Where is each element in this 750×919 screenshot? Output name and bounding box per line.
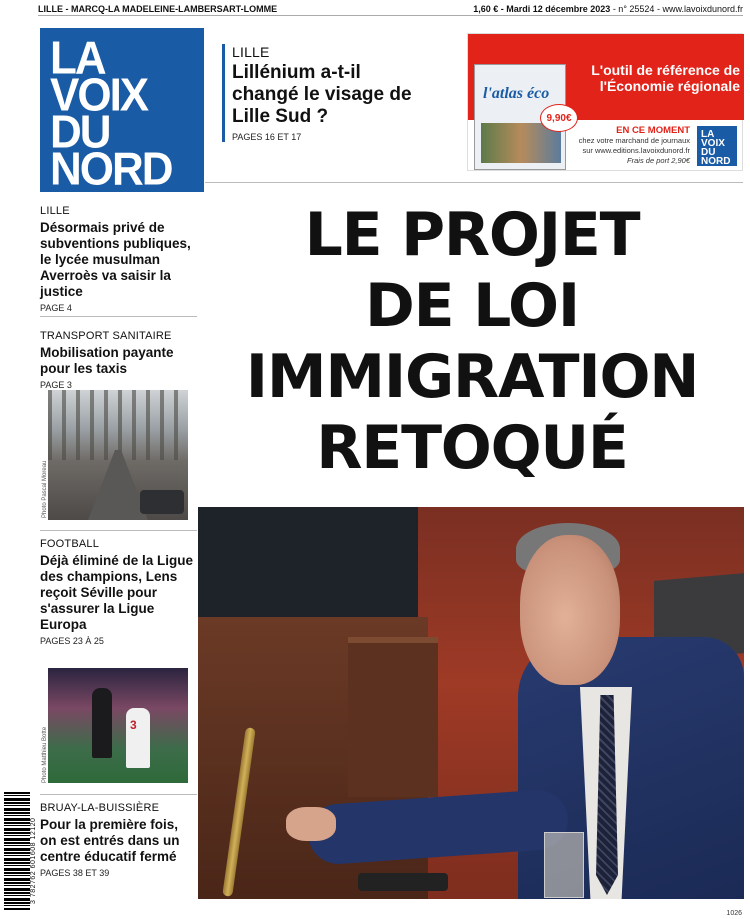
side-article-kicker: TRANSPORT SANITAIRE — [40, 330, 172, 342]
headline-line-1: LE PROJET — [304, 200, 640, 270]
header-divider — [205, 182, 743, 183]
side-article-kicker: FOOTBALL — [40, 538, 100, 550]
side-article-pages: PAGE 3 — [40, 380, 72, 390]
side-article-kicker: BRUAY-LA-BUISSIÈRE — [40, 802, 160, 814]
player-white — [126, 708, 150, 768]
issue-number: - n° 25524 - — [610, 3, 663, 14]
side-article-pages: PAGES 23 À 25 — [40, 636, 104, 646]
road — [88, 450, 148, 520]
newspaper-logo[interactable] — [40, 28, 204, 196]
headline-line-3: IMMIGRATION — [245, 342, 699, 412]
ad-headline: L'outil de référence de l'Économie régionale — [591, 62, 740, 94]
side-article-3[interactable] — [40, 538, 197, 646]
side-article-title: Déjà éliminé de la Ligue des champions, Lens reçoit Séville pour s'assurer la Ligue Europa — [40, 553, 194, 632]
side-article-title: Mobilisation payante pour les taxis — [40, 345, 174, 376]
side-article-pages: PAGE 4 — [40, 303, 72, 313]
logo-line-2: VOIX — [50, 69, 148, 122]
photo-credit-2: Photo Matthieu Botte — [42, 726, 48, 783]
main-photo[interactable] — [198, 507, 744, 899]
desk-panel — [348, 637, 438, 797]
ad-logo: LA VOIX DU NORD — [697, 126, 737, 166]
logo-line-3: DU — [50, 106, 110, 159]
phone — [358, 873, 448, 891]
side-divider — [40, 530, 197, 531]
logo-line-1: LA — [50, 32, 105, 85]
top-teaser-kicker: LILLE — [232, 44, 270, 60]
main-headline[interactable] — [200, 200, 744, 555]
ad-now-line1: chez votre marchand de journaux — [578, 136, 690, 145]
ad-price-badge: 9,90€ — [540, 104, 578, 132]
taxi-photo[interactable] — [48, 390, 188, 520]
water-glass — [544, 832, 584, 898]
side-article-pages: PAGES 38 ET 39 — [40, 868, 110, 878]
side-article-title: Désormais privé de subventions publiques, le lycée musulman Averroès va saisir la justice — [40, 220, 191, 299]
side-article-1[interactable] — [40, 205, 197, 313]
ad-now-line3: Frais de port 2,90€ — [627, 156, 690, 165]
side-divider — [40, 794, 197, 795]
football-photo[interactable] — [48, 668, 188, 783]
face — [520, 535, 620, 685]
headline-line-2: DE LOI — [365, 271, 579, 341]
price-date: 1,60 € - Mardi 12 décembre 2023 — [473, 3, 611, 14]
top-teaser-title: Lillénium a-t-il changé le visage de Lille Sud ? — [232, 62, 412, 127]
ad-book-title: l'atlas éco — [483, 85, 550, 102]
top-teaser-pages: PAGES 16 ET 17 — [232, 132, 302, 142]
website[interactable]: www.lavoixdunord.fr — [662, 3, 743, 14]
barcode-number: 3 782762 601608 12120 — [30, 817, 37, 904]
ad-now-title: EN CE MOMENT — [616, 125, 690, 136]
ad-availability — [572, 126, 690, 166]
trees — [48, 390, 188, 460]
side-divider — [40, 316, 197, 317]
page-code: 1026 — [726, 910, 742, 917]
issue-info — [473, 4, 743, 14]
headline-line-4: RETOQUÉ — [316, 413, 628, 483]
top-teaser[interactable] — [222, 44, 422, 142]
top-bar — [38, 2, 743, 16]
player-number: 3 — [130, 718, 137, 732]
side-article-title: Pour la première fois, on est entrés dans un centre éducatif fermé — [40, 817, 180, 864]
player-dark — [92, 688, 112, 758]
barcode — [4, 792, 30, 910]
side-article-4[interactable] — [40, 802, 197, 878]
edition-label: LILLE - MARCQ-LA MADELEINE-LAMBERSART-LOMME — [38, 3, 278, 14]
hand — [286, 807, 336, 841]
logo-line-4: NORD — [50, 143, 172, 196]
car — [140, 490, 184, 514]
side-article-kicker: LILLE — [40, 205, 70, 217]
side-article-2[interactable] — [40, 330, 197, 390]
ad-now-line2: sur www.editions.lavoixdunord.fr — [582, 146, 690, 155]
atlas-eco-ad[interactable] — [467, 33, 743, 171]
photo-credit-1: Photo Pascal Moreau — [42, 460, 48, 518]
